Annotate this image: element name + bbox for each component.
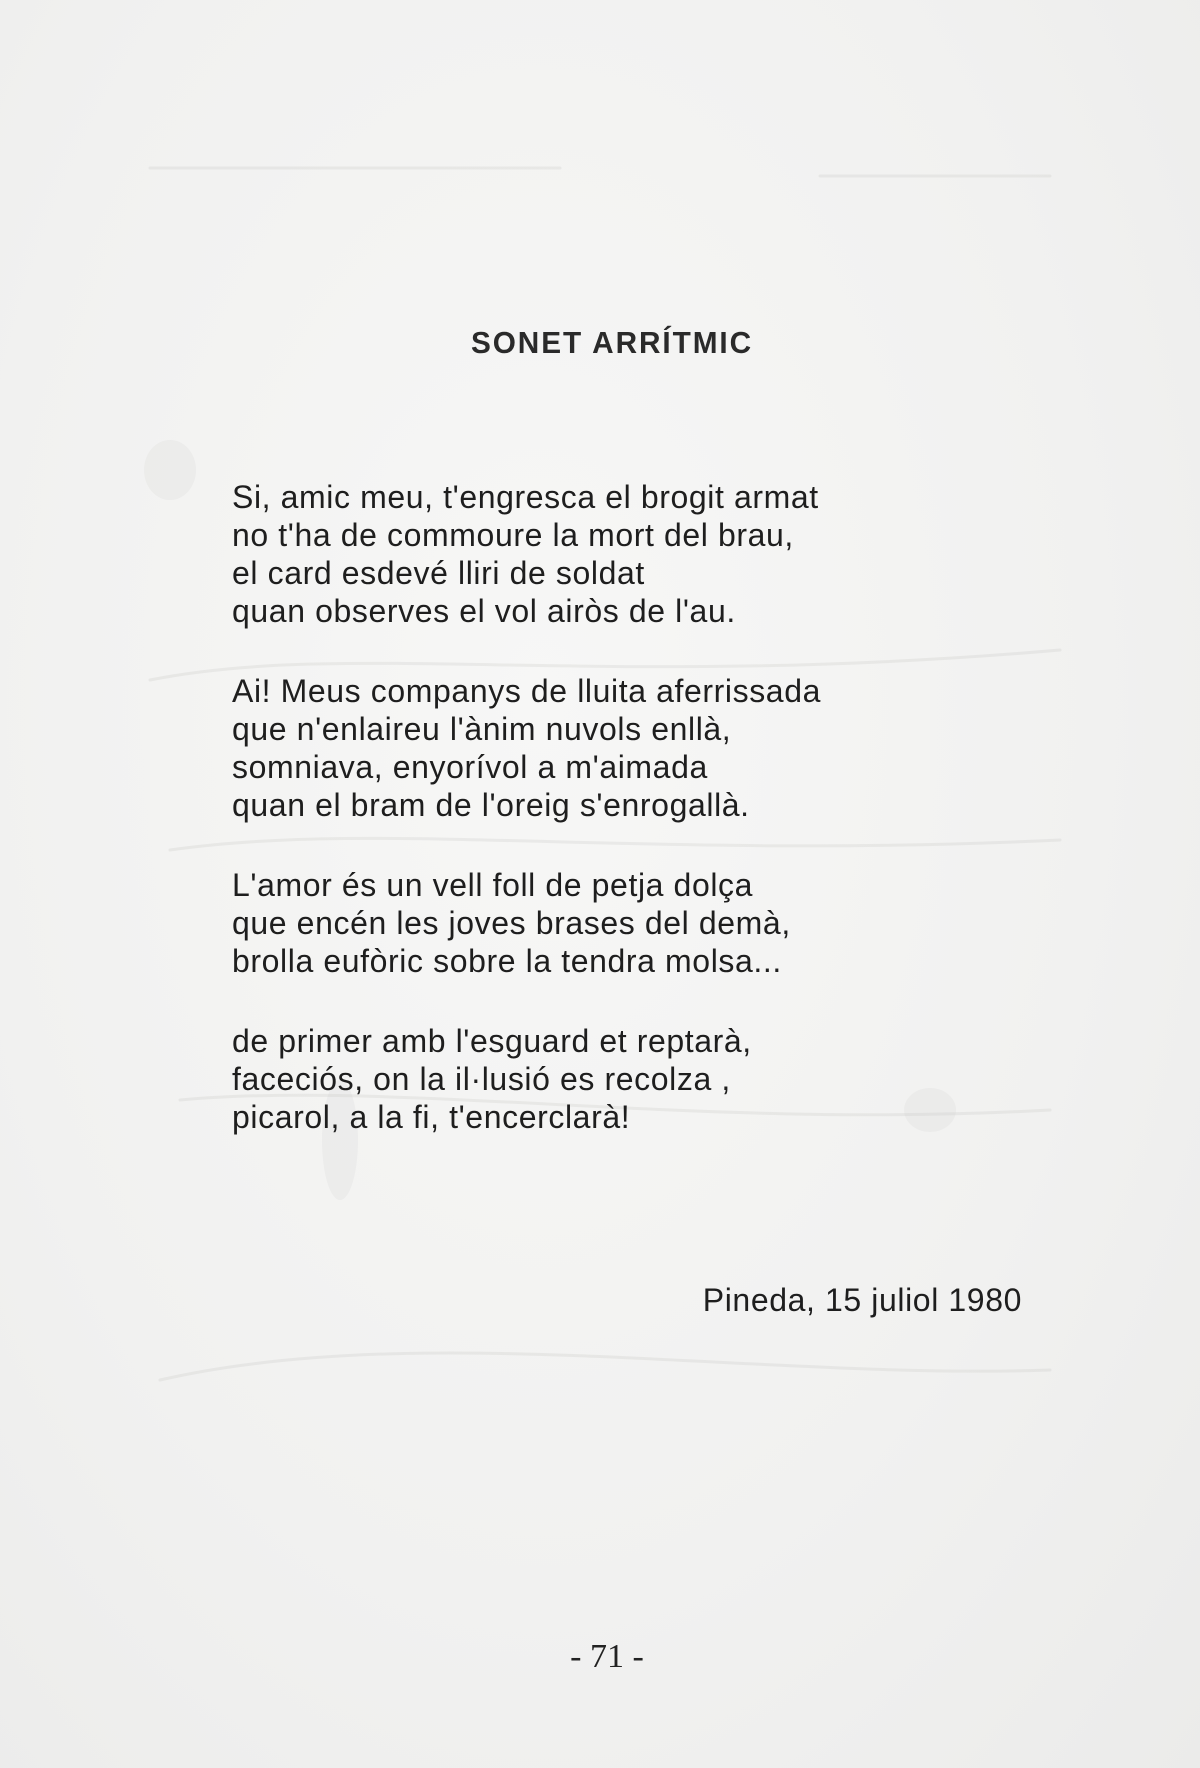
poem-line: que n'enlaireu l'ànim nuvols enllà, bbox=[232, 711, 732, 747]
poem-line: quan observes el vol airòs de l'au. bbox=[232, 593, 736, 629]
poem-body bbox=[232, 478, 992, 1178]
poem-line: Si, amic meu, t'engresca el brogit armat bbox=[232, 479, 819, 515]
poem-line: faceciós, on la il·lusió es recolza , bbox=[232, 1061, 731, 1097]
poem-line: de primer amb l'esguard et reptarà, bbox=[232, 1023, 752, 1059]
poem-line: picarol, a la fi, t'encerclarà! bbox=[232, 1099, 631, 1135]
poem-line: somniava, enyorívol a m'aimada bbox=[232, 749, 708, 785]
stanza-3 bbox=[232, 866, 992, 980]
stanza-1 bbox=[232, 478, 992, 630]
poem-line: L'amor és un vell foll de petja dolça bbox=[232, 867, 754, 903]
stanza-2 bbox=[232, 672, 992, 824]
poem-line: brolla eufòric sobre la tendra molsa... bbox=[232, 943, 782, 979]
poem-line: que encén les joves brases del demà, bbox=[232, 905, 791, 941]
place-date-signature: Pineda, 15 juliol 1980 bbox=[702, 1282, 1022, 1318]
poem-line: quan el bram de l'oreig s'enrogallà. bbox=[232, 787, 750, 823]
poem-line: el card esdevé lliri de soldat bbox=[232, 555, 645, 591]
page-number: - 71 - bbox=[570, 1638, 644, 1675]
stanza-4 bbox=[232, 1022, 992, 1136]
poem-title: SONET ARRÍTMIC bbox=[470, 324, 754, 360]
poem-line: no t'ha de commoure la mort del brau, bbox=[232, 517, 794, 553]
poem-line: Ai! Meus companys de lluita aferrissada bbox=[232, 673, 821, 709]
